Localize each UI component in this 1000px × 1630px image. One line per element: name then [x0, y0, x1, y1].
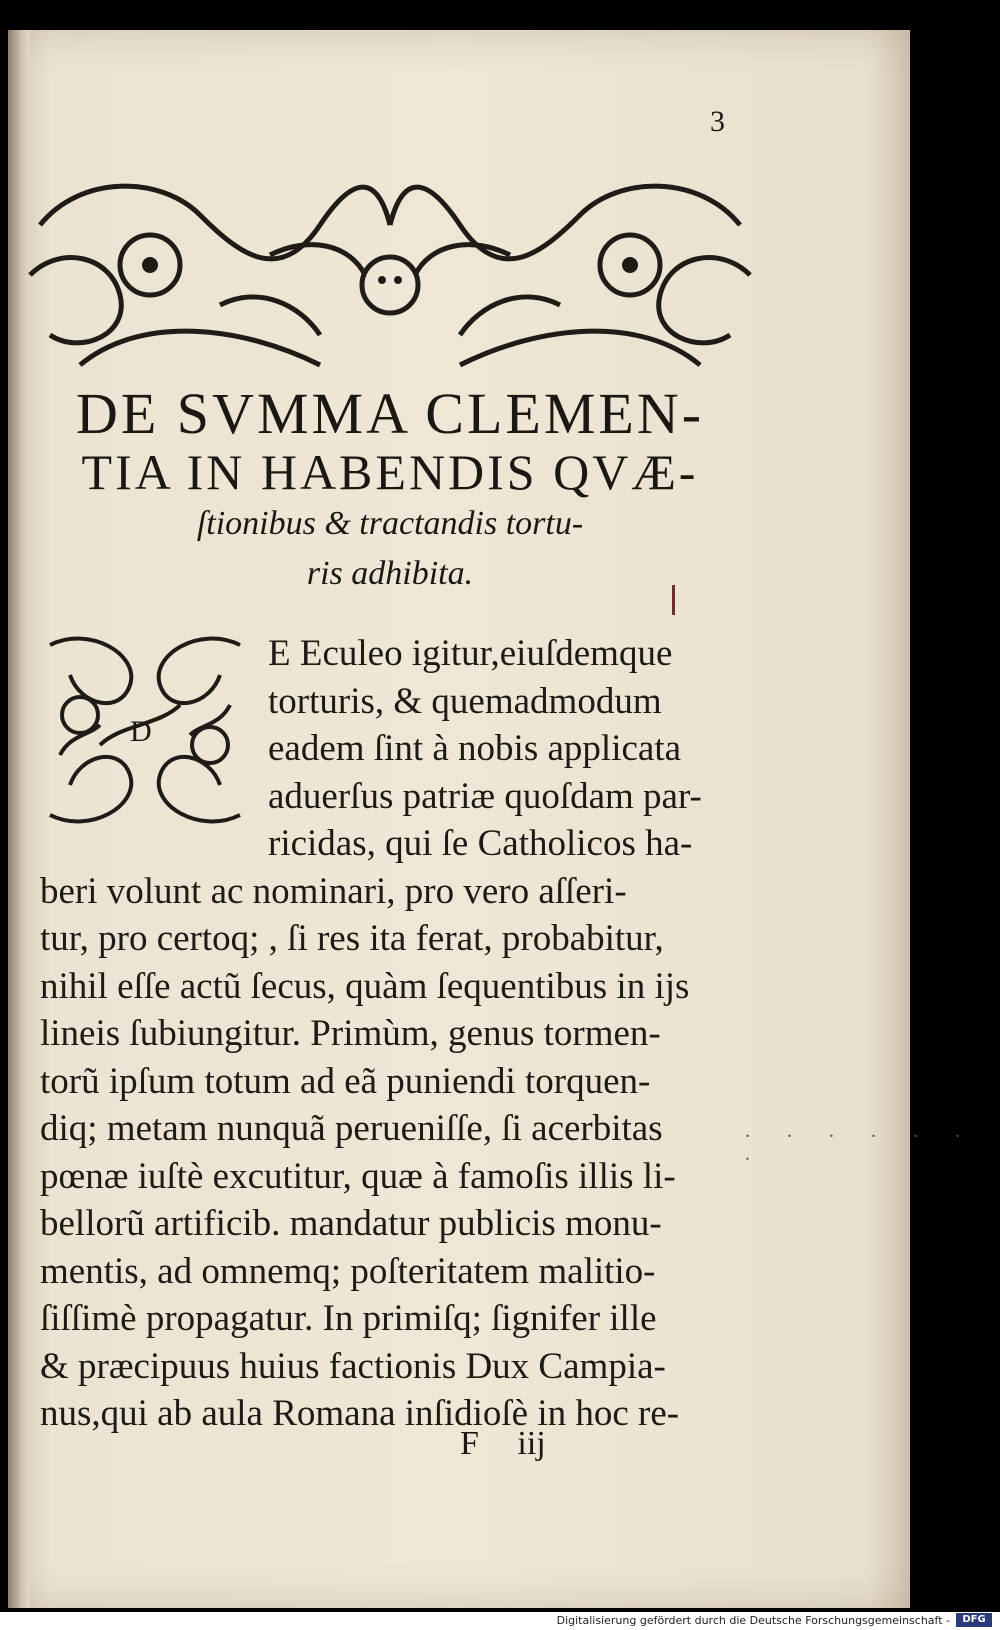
initial-letter: D: [130, 715, 152, 748]
margin-dots: . . . . . . .: [745, 1120, 976, 1165]
text-line: nihil eſſe actũ ſecus, quàm ſequentibus in ijs: [40, 965, 690, 1007]
footer-credit: Digitalisierung gefördert durch die Deutsche Forschungsgemeinschaft -: [556, 1614, 950, 1627]
dfg-logo: DFG: [956, 1613, 992, 1627]
text-line: beri volunt ac nominari, pro vero aſſeri-: [40, 870, 627, 912]
text-line: lineis ſubiungitur. Primùm, genus tormen-: [40, 1013, 661, 1054]
text-line: aduerſus patriæ quoſdam par-: [268, 775, 702, 817]
margin-mark: [672, 585, 675, 615]
text-line: nus,qui ab aula Romana inſidioſè in hoc re-: [40, 1393, 680, 1434]
title-line-2: TIA IN HABENDIS QVÆ-: [81, 444, 699, 500]
text-line: tur, pro certoq; , ſi res ita ferat, probabitur,: [40, 918, 664, 959]
title-line-1: DE SVMMA CLEMEN-: [75, 381, 705, 446]
text-line: bellorũ artificib. mandatur publicis monu-: [40, 1203, 662, 1244]
title-line-4: ris adhibita.: [306, 555, 474, 592]
text-line: torũ ipſum totum ad eã puniendi torquen-: [40, 1060, 651, 1102]
text-line: ſiſſimè propagatur. In primiſq; ſignifer ille: [40, 1298, 657, 1339]
text-line: & præcipuus huius factionis Dux Campia-: [40, 1345, 666, 1387]
title-line-3: ſtionibus & tractandis tortu-: [196, 505, 584, 542]
text-line: ricidas, qui ſe Catholicos ha-: [268, 823, 693, 864]
text-line: pœnæ iuſtè excutitur, quæ à famoſis illis li-: [40, 1155, 676, 1197]
ornamental-headpiece: [20, 165, 760, 380]
body-text: [40, 630, 730, 1438]
folio-number: 3: [710, 105, 725, 138]
signature-mark: F iij: [460, 1425, 546, 1462]
text-line: eadem ſint à nobis applicata: [268, 728, 682, 769]
text-line: diq; metam nunquã perueniſſe, ſi acerbitas: [40, 1108, 663, 1149]
text-line: mentis, ad omnemq; poſteritatem malitio-: [40, 1250, 656, 1292]
text-line: torturis, & quemadmodum: [268, 680, 662, 722]
chapter-title: [20, 381, 760, 592]
text-line: E Eculeo igitur,eiuſdemque: [268, 633, 673, 674]
